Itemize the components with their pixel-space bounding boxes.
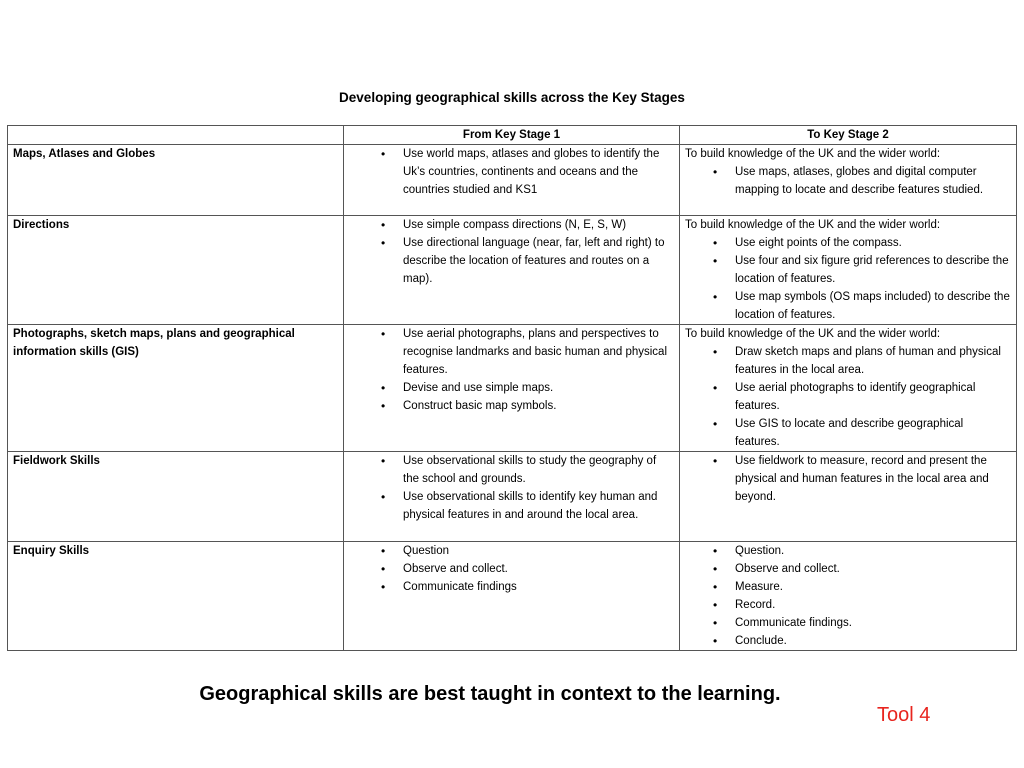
table-row [8,452,1017,542]
list-item: • Draw sketch maps and plans of human and physical features in the local area. [685,343,1011,379]
header-skill [8,126,344,145]
ks1-list [349,145,674,199]
ks2-list [685,163,1011,199]
footer-note: Geographical skills are best taught in context to the learning. [199,683,781,705]
list-item: • Use observational skills to identify key human and physical features in and around the local area. [349,488,674,524]
ks1-cell [344,145,680,216]
ks2-cell [680,452,1017,542]
ks1-list [349,452,674,524]
ks1-list [349,542,674,596]
header-ks2: To Key Stage 2 [680,126,1017,145]
list-item: • Devise and use simple maps. [349,379,674,397]
table-row [8,216,1017,325]
ks2-list [685,234,1011,324]
list-item: • Measure. [685,578,1011,596]
skill-name: Fieldwork Skills [8,452,344,542]
table-header-row [8,126,1017,145]
header-ks1: From Key Stage 1 [344,126,680,145]
ks2-list [685,343,1011,451]
list-item: • Use aerial photographs to identify geographical features. [685,379,1011,415]
list-item: • Question [349,542,674,560]
list-item: • Use observational skills to study the geography of the school and grounds. [349,452,674,488]
list-item: • Use directional language (near, far, left and right) to describe the location of features and routes on a map). [349,234,674,288]
ks2-cell [680,325,1017,452]
list-item: • Use aerial photographs, plans and perspectives to recognise landmarks and basic human and physical features. [349,325,674,379]
ks1-cell [344,325,680,452]
list-item: • Use GIS to locate and describe geographical features. [685,415,1011,451]
list-item: • Communicate findings. [685,614,1011,632]
list-item: • Question. [685,542,1011,560]
skills-table [7,125,1017,651]
list-item: • Construct basic map symbols. [349,397,674,415]
ks2-intro: To build knowledge of the UK and the wider world: [685,219,941,231]
list-item: • Communicate findings [349,578,674,596]
ks1-cell [344,542,680,651]
ks1-cell [344,452,680,542]
list-item: • Observe and collect. [349,560,674,578]
ks2-intro: To build knowledge of the UK and the wider world: [685,148,941,160]
ks2-intro: To build knowledge of the UK and the wider world: [685,328,941,340]
list-item: • Record. [685,596,1011,614]
table-row [8,145,1017,216]
skill-name: Enquiry Skills [8,542,344,651]
list-item: • Use four and six figure grid references to describe the location of features. [685,252,1011,288]
list-item: • Use eight points of the compass. [685,234,1011,252]
ks1-cell [344,216,680,325]
list-item: • Conclude. [685,632,1011,650]
ks1-list [349,216,674,288]
list-item: • Use world maps, atlases and globes to identify the Uk’s countries, continents and oceans and the countries studied and KS1 [349,145,674,199]
tool-label: Tool 4 [877,704,931,726]
table-row [8,325,1017,452]
table-row [8,542,1017,651]
list-item: • Use map symbols (OS maps included) to describe the location of features. [685,288,1011,324]
skill-name: Photographs, sketch maps, plans and geographical information skills (GIS) [8,325,344,452]
page-title: Developing geographical skills across the Key Stages [339,90,685,105]
ks2-list [685,452,1011,506]
list-item: • Use maps, atlases, globes and digital computer mapping to locate and describe features studied. [685,163,1011,199]
list-item: • Use simple compass directions (N, E, S, W) [349,216,674,234]
list-item: • Observe and collect. [685,560,1011,578]
ks2-cell [680,542,1017,651]
ks1-list [349,325,674,415]
skill-name: Directions [8,216,344,325]
ks2-list [685,542,1011,650]
ks2-cell [680,145,1017,216]
skill-name: Maps, Atlases and Globes [8,145,344,216]
list-item: • Use fieldwork to measure, record and present the physical and human features in the local area and beyond. [685,452,1011,506]
ks2-cell [680,216,1017,325]
